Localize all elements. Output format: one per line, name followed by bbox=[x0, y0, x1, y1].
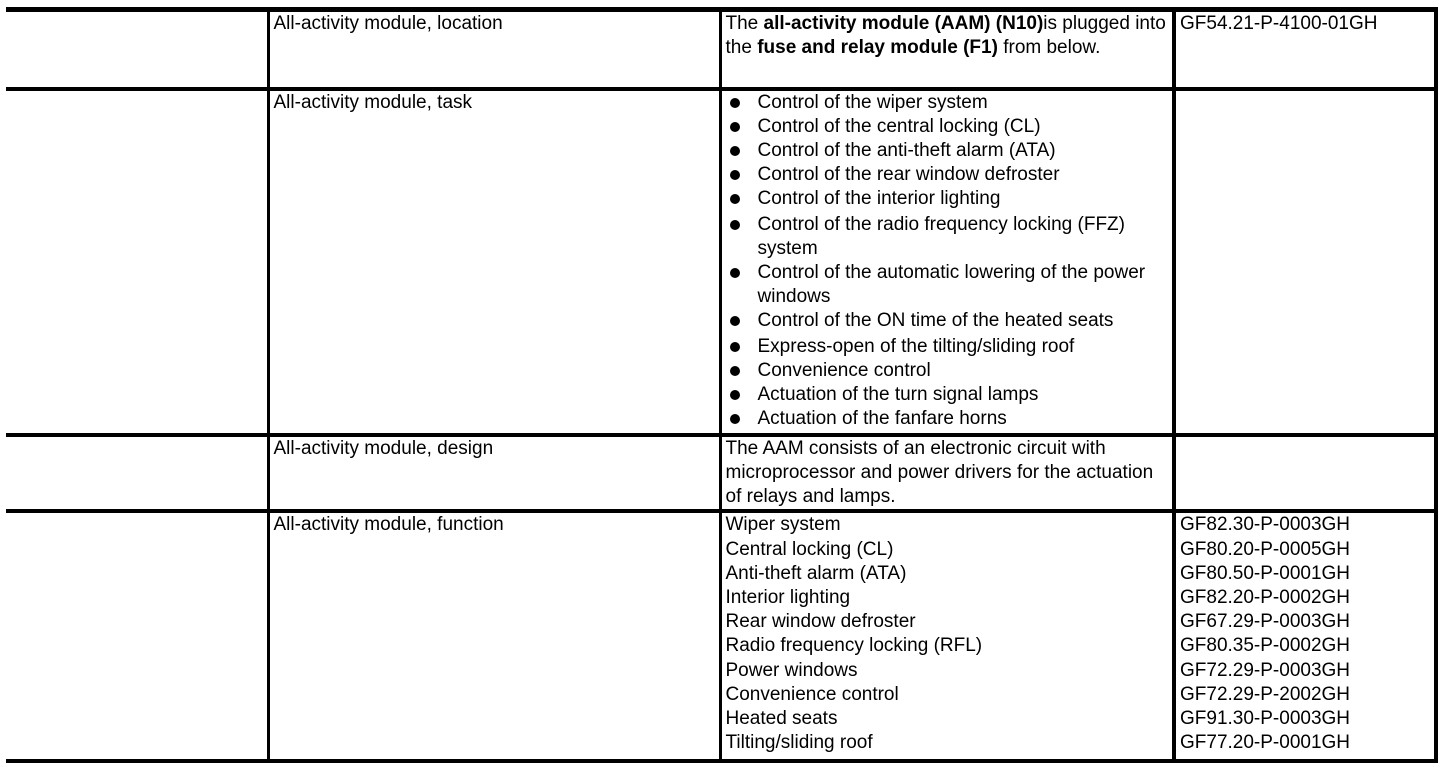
blank-cell bbox=[6, 511, 268, 761]
task-list bbox=[726, 91, 1169, 431]
list-item bbox=[726, 261, 1169, 309]
reference-link[interactable]: GF82.20-P-0002GH bbox=[1180, 586, 1351, 608]
reference-link[interactable]: GF67.29-P-0003GH bbox=[1180, 610, 1351, 632]
table-row-function bbox=[6, 511, 1436, 761]
function-name: Power windows bbox=[725, 659, 858, 681]
topic-cell bbox=[268, 511, 720, 761]
list-item bbox=[726, 213, 1169, 261]
bullet-icon bbox=[730, 390, 740, 400]
list-item-text: Express-open of the tilting/sliding roof bbox=[757, 335, 1075, 357]
function-name: Tilting/sliding roof bbox=[725, 731, 873, 753]
bullet-icon bbox=[730, 414, 740, 424]
list-item bbox=[726, 407, 1169, 431]
bullet-icon bbox=[730, 98, 740, 108]
description-cell bbox=[720, 435, 1174, 511]
bullet-icon bbox=[730, 194, 740, 204]
topic-label: All-activity module, function bbox=[273, 513, 504, 535]
reference-link[interactable]: GF82.30-P-0003GH bbox=[1180, 513, 1351, 535]
function-name: Heated seats bbox=[725, 707, 838, 729]
function-name: Interior lighting bbox=[725, 586, 851, 608]
list-item bbox=[726, 187, 1169, 211]
list-item bbox=[726, 309, 1169, 333]
blank-cell bbox=[6, 89, 268, 435]
list-item bbox=[726, 163, 1169, 187]
list-item-text: Control of the ON time of the heated seats bbox=[757, 309, 1114, 331]
list-item bbox=[726, 139, 1169, 163]
function-name: Anti-theft alarm (ATA) bbox=[725, 562, 907, 584]
topic-label: All-activity module, design bbox=[273, 437, 494, 459]
bullet-icon bbox=[730, 342, 740, 352]
description-bold-text: fuse and relay module (F1) bbox=[757, 37, 998, 58]
description-text: from below. bbox=[997, 37, 1101, 58]
table-row-task bbox=[6, 89, 1436, 435]
table-row-design bbox=[6, 435, 1436, 511]
bullet-icon bbox=[730, 122, 740, 132]
description-text: is plugged into the bbox=[725, 13, 1166, 58]
list-item bbox=[726, 91, 1169, 115]
reference-link[interactable]: GF91.30-P-0003GH bbox=[1180, 707, 1351, 729]
description-bold-text: all-activity module (AAM) (N10) bbox=[763, 13, 1044, 34]
function-reference-cell bbox=[1174, 511, 1436, 761]
list-item-text: Control of the automatic lowering of the power windows bbox=[757, 261, 1146, 307]
list-item-text: Control of the rear window defroster bbox=[757, 163, 1060, 185]
reference-cell bbox=[1174, 89, 1436, 435]
document-table bbox=[6, 7, 1438, 763]
list-item bbox=[726, 115, 1169, 139]
list-item-text: Control of the interior lighting bbox=[757, 187, 1001, 209]
task-list-cell bbox=[720, 89, 1174, 435]
table-row-location bbox=[6, 10, 1436, 89]
topic-label: All-activity module, location bbox=[273, 13, 503, 34]
list-item-text: Actuation of the fanfare horns bbox=[757, 407, 1007, 429]
description-cell bbox=[720, 10, 1174, 89]
reference-link[interactable]: GF54.21-P-4100-01GH bbox=[1180, 13, 1378, 34]
reference-link[interactable]: GF80.35-P-0002GH bbox=[1180, 634, 1351, 656]
bullet-icon bbox=[730, 316, 740, 326]
reference-cell bbox=[1174, 10, 1436, 89]
bullet-icon bbox=[730, 146, 740, 156]
reference-link[interactable]: GF77.20-P-0001GH bbox=[1180, 731, 1351, 753]
blank-cell bbox=[6, 10, 268, 89]
list-item bbox=[726, 383, 1169, 407]
function-name: Wiper system bbox=[725, 513, 841, 535]
reference-link[interactable]: GF72.29-P-2002GH bbox=[1180, 683, 1351, 705]
description-text: The AAM consists of an electronic circuit with microprocessor and power drivers for the actuation of relays and lamps. bbox=[725, 437, 1154, 507]
bullet-icon bbox=[730, 366, 740, 376]
list-item-text: Control of the anti-theft alarm (ATA) bbox=[757, 139, 1056, 161]
description-text: The bbox=[725, 13, 764, 34]
function-name: Central locking (CL) bbox=[725, 538, 894, 560]
list-item bbox=[726, 359, 1169, 383]
function-name: Radio frequency locking (RFL) bbox=[725, 634, 983, 656]
bullet-icon bbox=[730, 170, 740, 180]
topic-label: All-activity module, task bbox=[273, 91, 473, 113]
list-item-text: Control of the radio frequency locking (FFZ) system bbox=[757, 213, 1125, 259]
topic-cell bbox=[268, 89, 720, 435]
function-name: Rear window defroster bbox=[725, 610, 916, 632]
list-item-text: Control of the central locking (CL) bbox=[757, 115, 1041, 137]
list-item-text: Convenience control bbox=[757, 359, 931, 381]
topic-cell bbox=[268, 10, 720, 89]
blank-cell bbox=[6, 435, 268, 511]
reference-link[interactable]: GF80.50-P-0001GH bbox=[1180, 562, 1351, 584]
list-item bbox=[726, 335, 1169, 359]
function-name: Convenience control bbox=[725, 683, 899, 705]
reference-link[interactable]: GF72.29-P-0003GH bbox=[1180, 659, 1351, 681]
topic-cell bbox=[268, 435, 720, 511]
bullet-icon bbox=[730, 220, 740, 230]
list-item-text: Control of the wiper system bbox=[757, 91, 988, 113]
reference-link[interactable]: GF80.20-P-0005GH bbox=[1180, 538, 1351, 560]
list-item-text: Actuation of the turn signal lamps bbox=[757, 383, 1039, 405]
function-list-cell bbox=[720, 511, 1174, 761]
bullet-icon bbox=[730, 268, 740, 278]
reference-cell bbox=[1174, 435, 1436, 511]
